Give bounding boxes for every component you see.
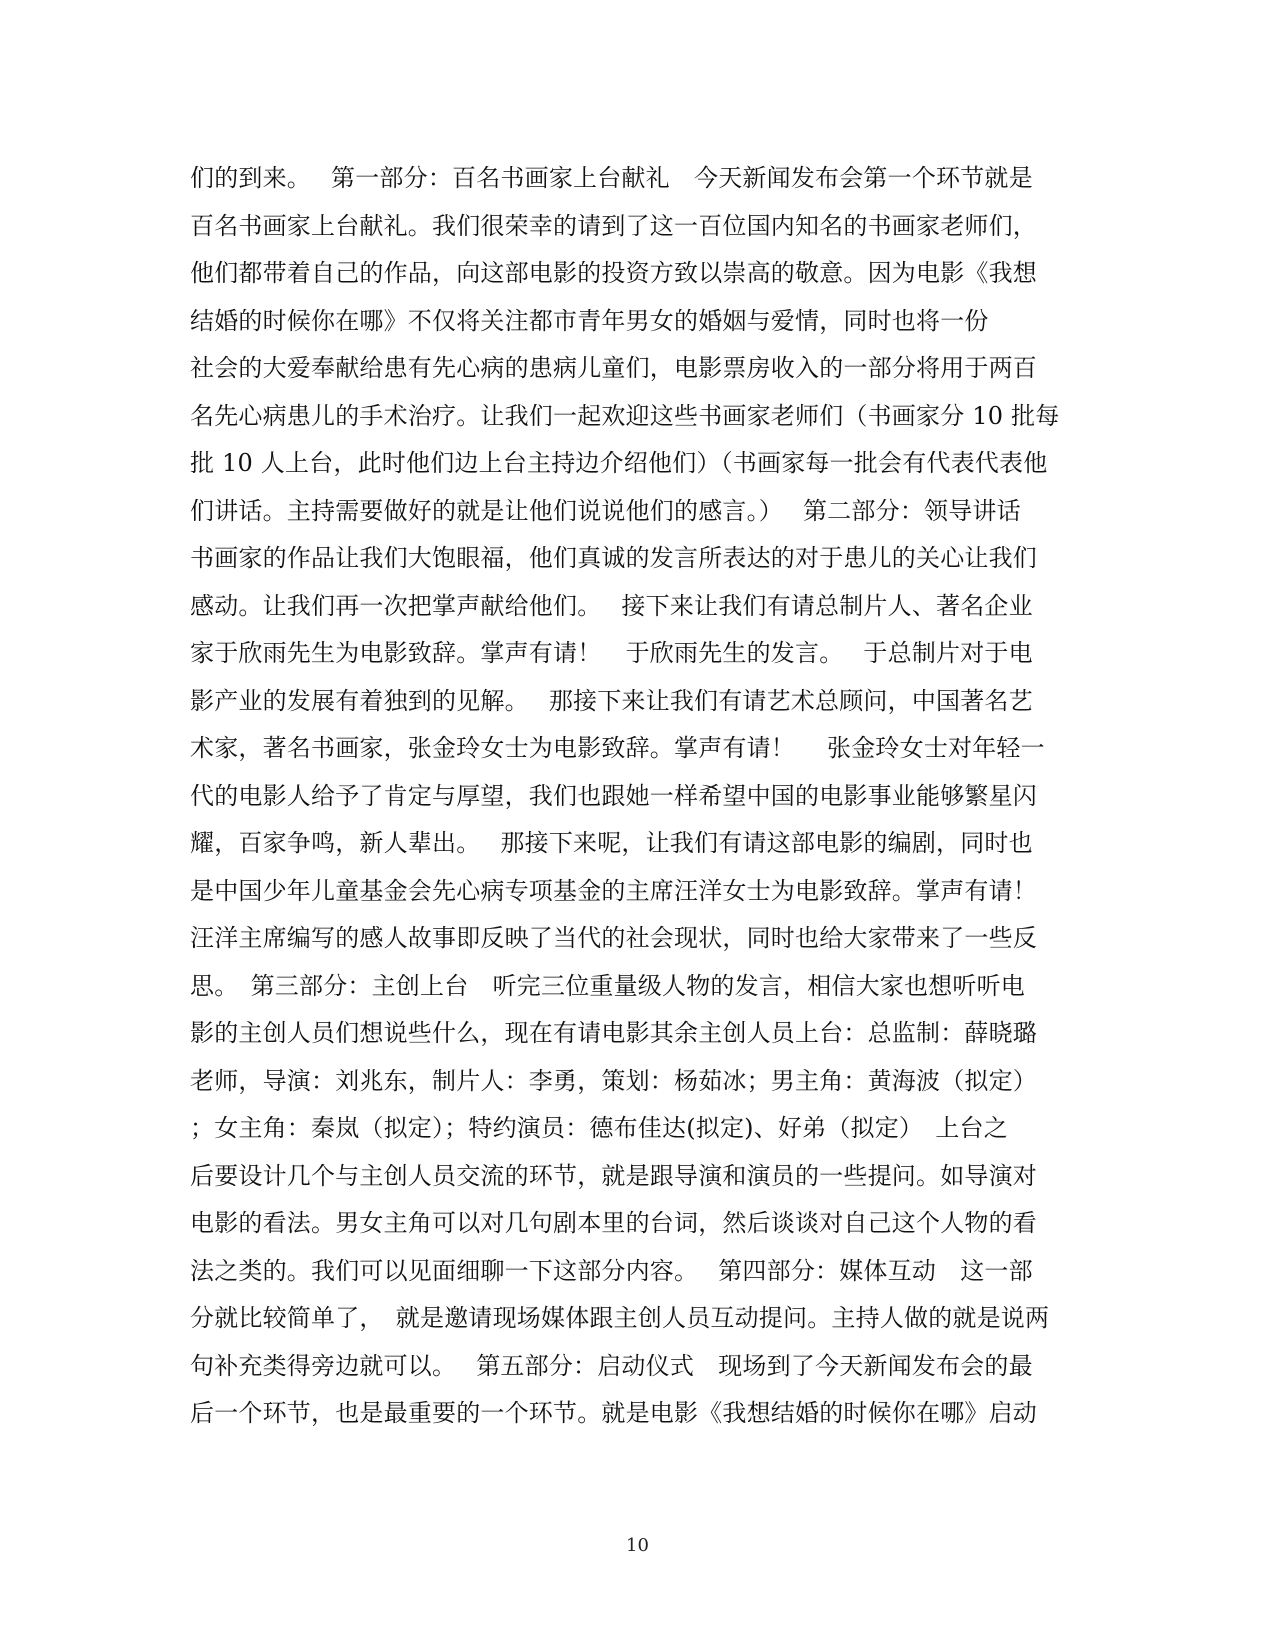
text-line: 耀，百家争鸣，新人辈出。 那接下来呢，让我们有请这部电影的编剧，同时也: [190, 829, 1033, 857]
text-line: 老师，导演：刘兆东，制片人：李勇，策划：杨茹冰；男主角：黄海波（拟定）: [190, 1066, 1037, 1095]
text-line: 他们都带着自己的作品，向这部电影的投资方致以崇高的敬意。因为电影《我想: [190, 259, 1037, 287]
text-line: 术家，著名书画家，张金玲女士为电影致辞。掌声有请！ 张金玲女士对年轻一: [190, 734, 1045, 762]
text-line: 书画家的作品让我们大饱眼福，他们真诚的发言所表达的对于患儿的关心让我们: [190, 544, 1037, 572]
text-line: 思。 第三部分：主创上台 听完三位重量级人物的发言，相信大家也想听听电: [190, 971, 1025, 1000]
text-line: 后一个环节，也是最重要的一个环节。就是电影《我想结婚的时候你在哪》启动: [190, 1399, 1037, 1427]
text-line: 名先心病患儿的手术治疗。让我们一起欢迎这些书画家老师们（书画家分 10 批每: [190, 401, 1060, 430]
body-text: [190, 155, 1090, 1438]
text-line: 句补充类得旁边就可以。 第五部分：启动仪式 现场到了今天新闻发布会的最: [190, 1351, 1033, 1380]
text-line: 们讲话。主持需要做好的就是让他们说说他们的感言。） 第二部分：领导讲话: [190, 496, 1021, 525]
text-line: 百名书画家上台献礼。我们很荣幸的请到了这一百位国内知名的书画家老师们，: [190, 211, 1037, 240]
text-line: 是中国少年儿童基金会先心病专项基金的主席汪洋女士为电影致辞。掌声有请！: [190, 876, 1037, 905]
text-line: 汪洋主席编写的感人故事即反映了当代的社会现状，同时也给大家带来了一些反: [190, 924, 1037, 952]
text-line: 代的电影人给予了肯定与厚望，我们也跟她一样希望中国的电影事业能够繁星闪: [190, 781, 1037, 810]
text-line: 结婚的时候你在哪》不仅将关注都市青年男女的婚姻与爱情，同时也将一份: [190, 306, 989, 335]
text-line: 社会的大爱奉献给患有先心病的患病儿童们，电影票房收入的一部分将用于两百: [190, 354, 1037, 382]
text-line: 分就比较简单了， 就是邀请现场媒体跟主创人员互动提问。主持人做的就是说两: [190, 1304, 1050, 1332]
text-line: 家于欣雨先生为电影致辞。掌声有请！ 于欣雨先生的发言。 于总制片对于电: [190, 639, 1033, 667]
text-line: 影产业的发展有着独到的见解。 那接下来让我们有请艺术总顾问，中国著名艺: [190, 686, 1033, 715]
text-line: 感动。让我们再一次把掌声献给他们。 接下来让我们有请总制片人、著名企业: [190, 591, 1033, 620]
text-line: 法之类的。我们可以见面细聊一下这部分内容。 第四部分：媒体互动 这一部: [190, 1256, 1033, 1285]
text-line: 电影的看法。男女主角可以对几句剧本里的台词，然后谈谈对自己这个人物的看: [190, 1209, 1037, 1237]
text-line: 后要设计几个与主创人员交流的环节，就是跟导演和演员的一些提问。如导演对: [190, 1161, 1037, 1190]
page-number: 10: [626, 1535, 649, 1556]
text-line: 们的到来。 第一部分：百名书画家上台献礼 今天新闻发布会第一个环节就是: [190, 164, 1033, 192]
text-line: 影的主创人员们想说些什么，现在有请电影其余主创人员上台：总监制：薛晓璐: [190, 1019, 1037, 1047]
text-line: ；女主角：秦岚（拟定）；特约演员：德布佳达(拟定)、好弟（拟定） 上台之: [190, 1114, 1008, 1142]
text-line: 批 10 人上台，此时他们边上台主持边介绍他们）（书画家每一批会有代表代表他: [190, 449, 1048, 477]
